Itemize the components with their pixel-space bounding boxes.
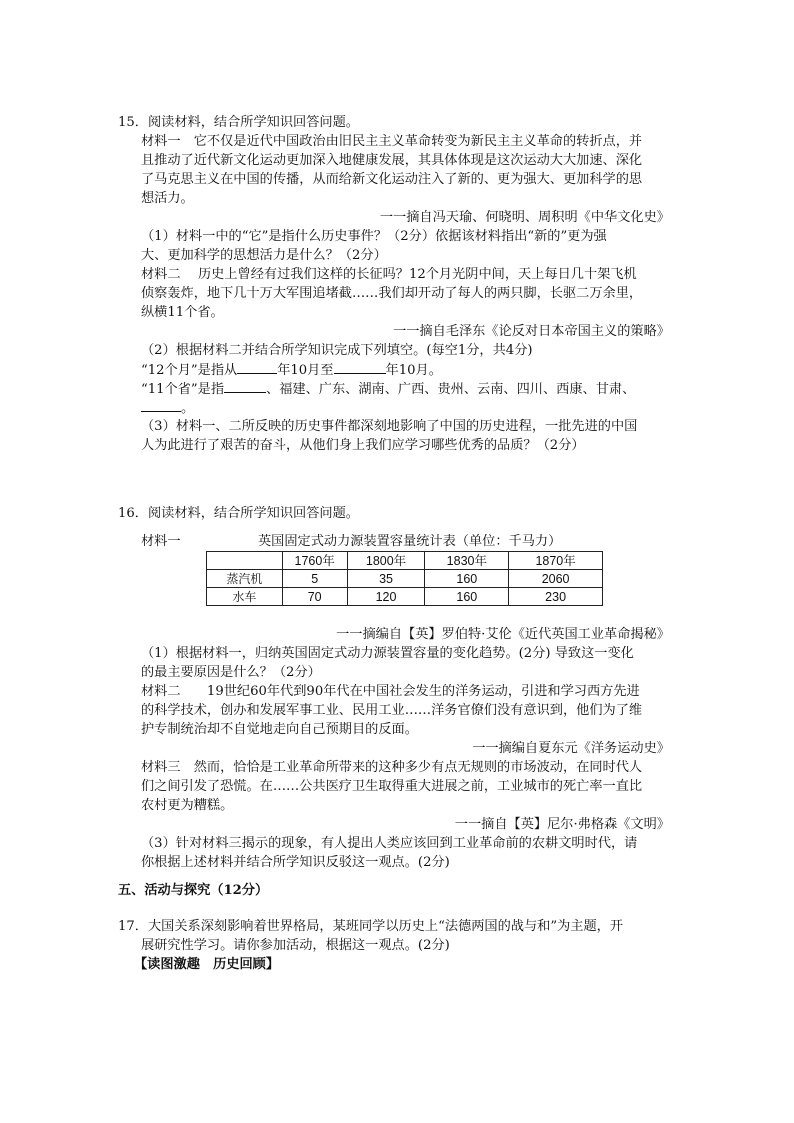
q16-material1-label: 材料一 xyxy=(141,534,181,549)
fill-text: “11个省”是指 xyxy=(141,382,225,397)
q16-material1-source: 一一摘编自【英】罗伯特·艾伦《近代英国工业革命揭秘》 xyxy=(336,627,670,642)
table-header-cell: 1830年 xyxy=(425,552,509,570)
q16-question1-line: （1）根据材料一，归纳英国固定式动力源装置容量的变化趋势。(2分) 导致这一变化 xyxy=(141,646,634,661)
capacity-table xyxy=(206,551,603,606)
q15-fill-line-2 xyxy=(141,380,635,399)
table-header-row xyxy=(207,552,603,570)
table-cell: 160 xyxy=(425,588,509,606)
q16-material3-line: 材料三 然而，恰恰是工业革命所带来的这种多少有点无规则的市场波动，在同时代人 xyxy=(141,760,643,775)
q15-material1-line: 想活力。 xyxy=(141,191,194,206)
q16-material2-source: 一一摘编自夏东元《洋务运动史》 xyxy=(472,741,670,756)
fill-text: 年10月至 xyxy=(277,363,334,378)
q17-line: 17．大国关系深刻影响着世界格局，某班同学以历史上“法德两国的战与和”为主题，开 xyxy=(118,919,624,934)
q16-question1-line: 的最主要原因是什么？（2分） xyxy=(141,665,321,680)
q15-material2-line: 侦察轰炸，地下几十万大军围追堵截……我们却开动了每人的两只脚，长驱二万余里， xyxy=(141,286,643,301)
q15-fill-line-3 xyxy=(141,399,194,418)
table-header-cell: 1870年 xyxy=(509,552,603,570)
q15-material1-source: 一一摘自冯天瑜、何晓明、周积明《中华文化史》 xyxy=(379,210,670,225)
table-cell: 水车 xyxy=(207,588,283,606)
q16-material3-line: 们之间引发了恐慌。在……公共医疗卫生取得重大进展之前，工业城市的死亡率一直比 xyxy=(141,779,643,794)
answer-blank[interactable] xyxy=(141,399,181,412)
q16-material2-line: 的科学技术，创办和发展军事工业、民用工业……洋务官僚们没有意识到，他们为了维 xyxy=(141,703,643,718)
q15-stem: 15．阅读材料，结合所学知识回答问题。 xyxy=(118,115,359,130)
q15-material2-line: 纵横11个省。 xyxy=(141,305,224,320)
q17-line: 展研究性学习。请你参加活动，根据这一观点。(2分) xyxy=(141,938,450,953)
q16-question3-line: （3）针对材料三揭示的现象，有人提出人类应该回到工业革命前的农耕文明时代，请 xyxy=(141,836,638,851)
q15-question2-head: （2）根据材料二并结合所学知识完成下列填空。(每空1分，共4分) xyxy=(141,343,533,358)
table-cell: 230 xyxy=(509,588,603,606)
q16-question3-line: 你根据上述材料并结合所学知识反驳这一观点。(2分) xyxy=(141,855,450,870)
q15-fill-line-1 xyxy=(141,361,442,380)
table-cell: 5 xyxy=(282,570,347,588)
table-cell: 35 xyxy=(347,570,425,588)
section-title: 五、活动与探究（12分） xyxy=(118,883,269,898)
q16-material2-line: 材料二 19世纪60年代到90年代在中国社会发生的洋务运动，引进和学习西方先进 xyxy=(141,684,640,699)
q16-material3-source: 一一摘自【英】尼尔·弗格森《文明》 xyxy=(454,817,670,832)
q16-material3-line: 农村更为糟糕。 xyxy=(141,798,234,813)
q15-material2-line: 材料二 历史上曾经有过我们这样的长征吗？12个月光阴中间，天上每日几十架飞机 xyxy=(141,267,637,282)
table-header-cell: 1760年 xyxy=(282,552,347,570)
q15-material1-line: 材料一 它不仅是近代中国政治由旧民主主义革命转变为新民主主义革命的转折点，并 xyxy=(141,134,643,149)
q17-subtitle: 【读图激趣 历史回顾】 xyxy=(134,957,280,972)
q16-table-title: 英国固定式动力源装置容量统计表（单位：千马力） xyxy=(258,534,562,549)
q15-question1-line: 大、更加科学的思想活力是什么？（2分） xyxy=(141,248,387,263)
table-cell: 2060 xyxy=(509,570,603,588)
table-row xyxy=(207,570,603,588)
answer-blank[interactable] xyxy=(224,380,266,393)
table-cell: 120 xyxy=(347,588,425,606)
q15-material1-line: 且推动了近代新文化运动更加深入地健康发展，其具体体现是这次运动大大加速、深化 xyxy=(141,153,643,168)
q15-material2-source: 一一摘自毛泽东《论反对日本帝国主义的策略》 xyxy=(393,324,670,339)
table-cell: 蒸汽机 xyxy=(207,570,283,588)
q15-question3-line: 人为此进行了艰苦的奋斗，从他们身上我们应学习哪些优秀的品质？（2分） xyxy=(141,438,585,453)
fill-text: “12个月”是指从 xyxy=(141,363,238,378)
table-header-cell xyxy=(207,552,283,570)
q15-question1-line: （1）材料一中的“它”是指什么历史事件？（2分）依据该材料指出“新的”更为强 xyxy=(141,229,607,244)
fill-text: 。 xyxy=(181,401,195,416)
table-header-cell: 1800年 xyxy=(347,552,425,570)
q16-stem: 16．阅读材料，结合所学知识回答问题。 xyxy=(118,506,359,521)
q16-material2-line: 护专制统治却不自觉地走向自己预期目的反面。 xyxy=(141,722,418,737)
table-row xyxy=(207,588,603,606)
answer-blank[interactable] xyxy=(237,361,277,374)
q15-material1-line: 了马克思主义在中国的传播，从而给新文化运动注入了新的、更为强大、更加科学的思 xyxy=(141,172,643,187)
fill-text: 、福建、广东、湖南、广西、贵州、云南、四川、西康、甘肃、 xyxy=(266,382,636,397)
q15-question3-line: （3）材料一、二所反映的历史事件都深刻地影响了中国的历史进程，一批先进的中国 xyxy=(141,419,638,434)
table-cell: 70 xyxy=(282,588,347,606)
fill-text: 年10月。 xyxy=(385,363,442,378)
answer-blank[interactable] xyxy=(334,361,386,374)
table-cell: 160 xyxy=(425,570,509,588)
